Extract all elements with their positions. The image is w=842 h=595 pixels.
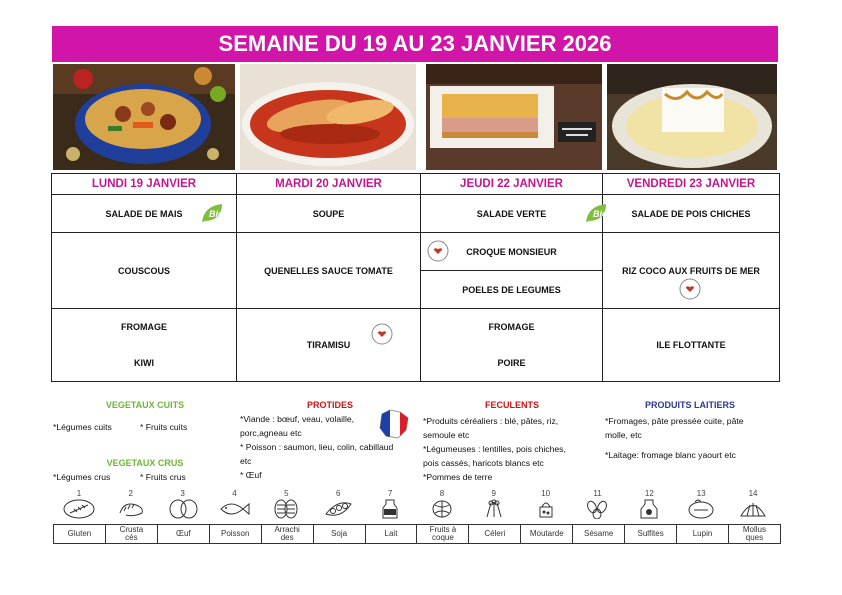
allergen-label: Fruits à coque	[417, 525, 469, 543]
menu-table	[51, 173, 780, 382]
allergen-label: Arrachi des	[262, 525, 314, 543]
allergen-number: 4	[232, 489, 237, 498]
nut-icon	[416, 499, 468, 519]
allergen-label: Moutarde	[521, 525, 573, 543]
allergen-label: Crusta cés	[106, 525, 158, 543]
fait-maison-icon	[679, 278, 701, 300]
allergen-number: 8	[439, 489, 445, 498]
legend-laitiers-text	[605, 414, 781, 462]
allergen-number: 3	[180, 489, 185, 498]
legend-feculents-line-4: pois cassés, haricots blancs etc	[423, 458, 544, 468]
main-jeudi-2: POELES DE LEGUMES	[421, 271, 603, 309]
starter-lundi	[52, 195, 237, 233]
soy-icon	[312, 499, 364, 519]
shrimp-icon	[105, 499, 157, 519]
allergen-number: 9	[491, 489, 496, 498]
fish-icon	[209, 499, 261, 519]
lupin-icon	[675, 499, 727, 519]
allergen-label: Mollus ques	[742, 525, 766, 542]
allergen-label: Gluten	[54, 525, 106, 543]
bio-label: Bio	[593, 209, 608, 219]
allergen-number: 5	[284, 489, 289, 498]
allergen-number: 7	[387, 489, 393, 498]
main-vendredi	[603, 233, 780, 309]
allergen-number: 1	[76, 489, 82, 498]
legend-feculents-line-1: *Produits céréaliers : blé, pâtes, riz,	[423, 416, 559, 426]
main-lundi: COUSCOUS	[52, 233, 237, 309]
mustard-icon	[520, 499, 572, 519]
main-jeudi-1-label: CROQUE MONSIEUR	[466, 246, 557, 257]
legend-vegetaux-cuits-item-1: *Légumes cuits	[53, 422, 112, 432]
starter-vendredi: SALADE DE POIS CHICHES	[603, 195, 780, 233]
main-jeudi-1	[421, 233, 603, 271]
allergen-number: 6	[335, 489, 341, 498]
allergen-label: Lupin	[677, 525, 729, 543]
day-header-mardi: MARDI 20 JANVIER	[237, 174, 421, 195]
legend-protides-line-5: * Œuf	[240, 470, 262, 480]
milk-icon	[364, 499, 416, 519]
egg-icon	[157, 499, 209, 519]
legend-laitiers-line-2: molle, etc	[605, 430, 642, 440]
legend-laitiers-line-3: *Laitage: fromage blanc yaourt etc	[605, 450, 736, 460]
legend-vegetaux-crus-item-2: * Fruits crus	[140, 472, 186, 482]
legend-feculents-title: FECULENTS	[485, 400, 539, 410]
day-header-vendredi: VENDREDI 23 JANVIER	[603, 174, 780, 195]
legend-feculents-line-3: *Légumeuses : lentilles, pois chiches,	[423, 444, 566, 454]
dessert-mardi-label: TIRAMISU	[306, 340, 351, 350]
day-header-jeudi: JEUDI 22 JANVIER	[421, 174, 603, 195]
legend-protides-title: PROTIDES	[306, 400, 353, 410]
legend-protides-line-3: * Poisson : saumon, lieu, colin, cabillaud	[240, 442, 394, 452]
bio-leaf-icon	[200, 202, 226, 222]
legend-protides-line-2: porc,agneau etc	[240, 428, 302, 438]
dessert-vendredi: ILE FLOTTANTE	[603, 309, 780, 382]
allergen-label: Poisson	[210, 525, 262, 543]
legend-vegetaux-cuits-title: VEGETAUX CUITS	[105, 400, 185, 410]
legend-protides-text	[240, 412, 420, 482]
starter-jeudi-label: SALADE VERTE	[476, 208, 547, 219]
legend-protides-line-4: etc	[240, 456, 252, 466]
quenelles-photo	[240, 64, 416, 170]
legend-protides-line-1: *Viande : bœuf, veau, volaille,	[240, 414, 355, 424]
allergen-label: Sulfites	[625, 525, 677, 543]
bio-label: Bio	[209, 209, 224, 219]
starter-lundi-label: SALADE DE MAIS	[105, 208, 183, 219]
legend-vegetaux-crus-title: VEGETAUX CRUS	[106, 458, 184, 468]
allergen-number: 11	[593, 489, 602, 498]
dessert-jeudi	[421, 309, 603, 382]
sesame-icon	[572, 499, 624, 519]
main-mardi: QUENELLES SAUCE TOMATE	[237, 233, 421, 309]
wheat-icon	[53, 499, 105, 519]
dessert-lundi-1: FROMAGE	[121, 322, 167, 332]
allergen-number: 13	[696, 489, 706, 498]
allergen-labels-row	[53, 524, 781, 544]
legend-feculents-line-2: semoule etc	[423, 430, 470, 440]
couscous-photo	[53, 64, 235, 170]
celery-icon	[468, 499, 520, 519]
dessert-mardi	[237, 309, 421, 382]
allergen-number: 14	[748, 489, 758, 498]
day-header-lundi: LUNDI 19 JANVIER	[52, 174, 237, 195]
fait-maison-icon	[371, 323, 393, 345]
allergen-number: 12	[644, 489, 654, 498]
legend-feculents-text	[423, 414, 599, 484]
page-title: SEMAINE DU 19 AU 23 JANVIER 2026	[52, 26, 778, 62]
legend-laitiers-title: PRODUITS LAITIERS	[644, 400, 735, 410]
starter-jeudi	[421, 195, 608, 233]
ile-flottante-photo	[607, 64, 777, 170]
dessert-jeudi-2: POIRE	[497, 358, 526, 368]
fait-maison-icon	[427, 240, 449, 262]
mollusc-icon	[727, 499, 779, 519]
allergen-label: Soja	[314, 525, 366, 543]
sulfite-icon	[623, 499, 675, 519]
croque-monsieur-photo	[426, 64, 602, 170]
legend-vegetaux-crus-item-1: *Légumes crus	[53, 472, 111, 482]
allergen-label: Œuf	[158, 525, 210, 543]
allergen-number: 2	[128, 489, 133, 498]
main-vendredi-label: RIZ COCO AUX FRUITS DE MER	[622, 265, 760, 276]
dessert-lundi	[52, 309, 237, 382]
allergen-number: 10	[541, 489, 551, 498]
legend-vegetaux-cuits-item-2: * Fruits cuits	[140, 422, 188, 432]
legend-feculents-line-5: *Pommes de terre	[423, 472, 493, 482]
dessert-lundi-2: KIWI	[134, 358, 154, 368]
legend-laitiers-line-1: *Fromages, pâte pressée cuite, pâte	[605, 416, 744, 426]
allergen-label: Sésame	[573, 525, 625, 543]
allergen-label: Céleri	[469, 525, 521, 543]
dessert-jeudi-1: FROMAGE	[488, 322, 535, 332]
peanut-icon	[260, 499, 312, 519]
starter-mardi: SOUPE	[237, 195, 421, 233]
allergen-label: Lait	[366, 525, 418, 543]
